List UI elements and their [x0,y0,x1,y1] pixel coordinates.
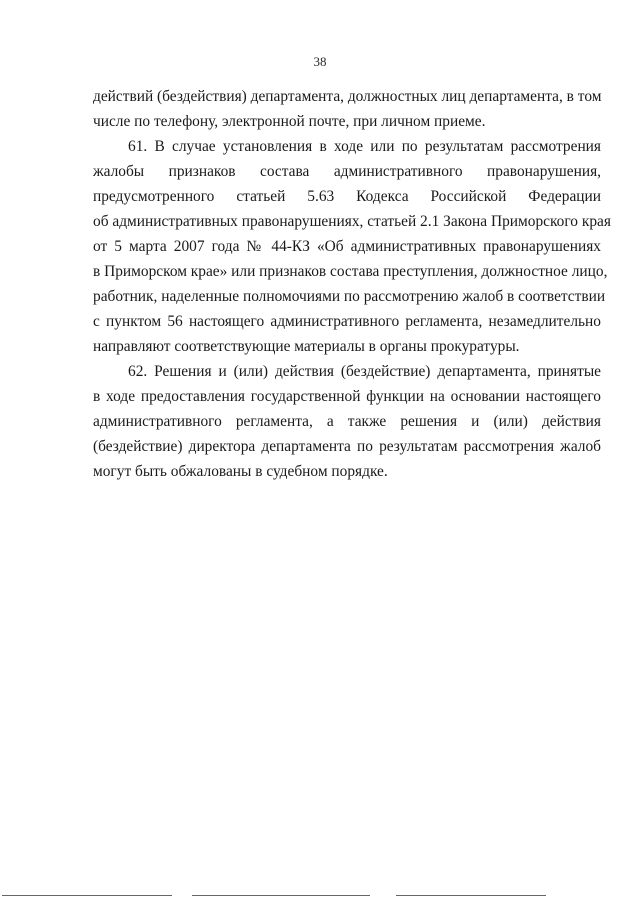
text-line: 61. В случае установления в ходе или по результатам рассмотрения [128,138,601,155]
text-line: в Приморском крае» или признаков состава преступления, должностное лицо, [93,263,608,280]
text-line: административного регламента, а также решения и (или) действия [93,413,601,430]
page-number: 38 [313,54,327,69]
text-line: от 5 марта 2007 года № 44-КЗ «Об административных правонарушениях [93,238,601,255]
text-line: об административных правонарушениях, статьей 2.1 Закона Приморского края [93,213,611,230]
text-line: предусмотренного статьей 5.63 Кодекса Российской Федерации [93,188,601,205]
scan-edge-line [2,895,172,896]
text-line: могут быть обжалованы в судебном порядке. [93,463,388,480]
text-line: действий (бездействия) департамента, должностных лиц департамента, в том [93,88,602,105]
text-line: работник, наделенные полномочиями по рассмотрению жалоб в соответствии [93,288,606,305]
text-line: жалобы признаков состава административного правонарушения, [93,163,601,180]
scan-edge-line [396,895,546,896]
text-line: направляют соответствующие материалы в органы прокуратуры. [93,338,520,355]
text-line: (бездействие) директора департамента по результатам рассмотрения жалоб [93,438,601,455]
text-line: в ходе предоставления государственной функции на основании настоящего [93,388,601,405]
text-line: числе по телефону, электронной почте, при личном приеме. [93,113,486,130]
scan-edge-line [192,895,370,896]
text-line: 62. Решения и (или) действия (бездействие) департамента, принятые [128,363,601,380]
text-line: с пунктом 56 настоящего административного регламента, незамедлительно [93,313,601,330]
